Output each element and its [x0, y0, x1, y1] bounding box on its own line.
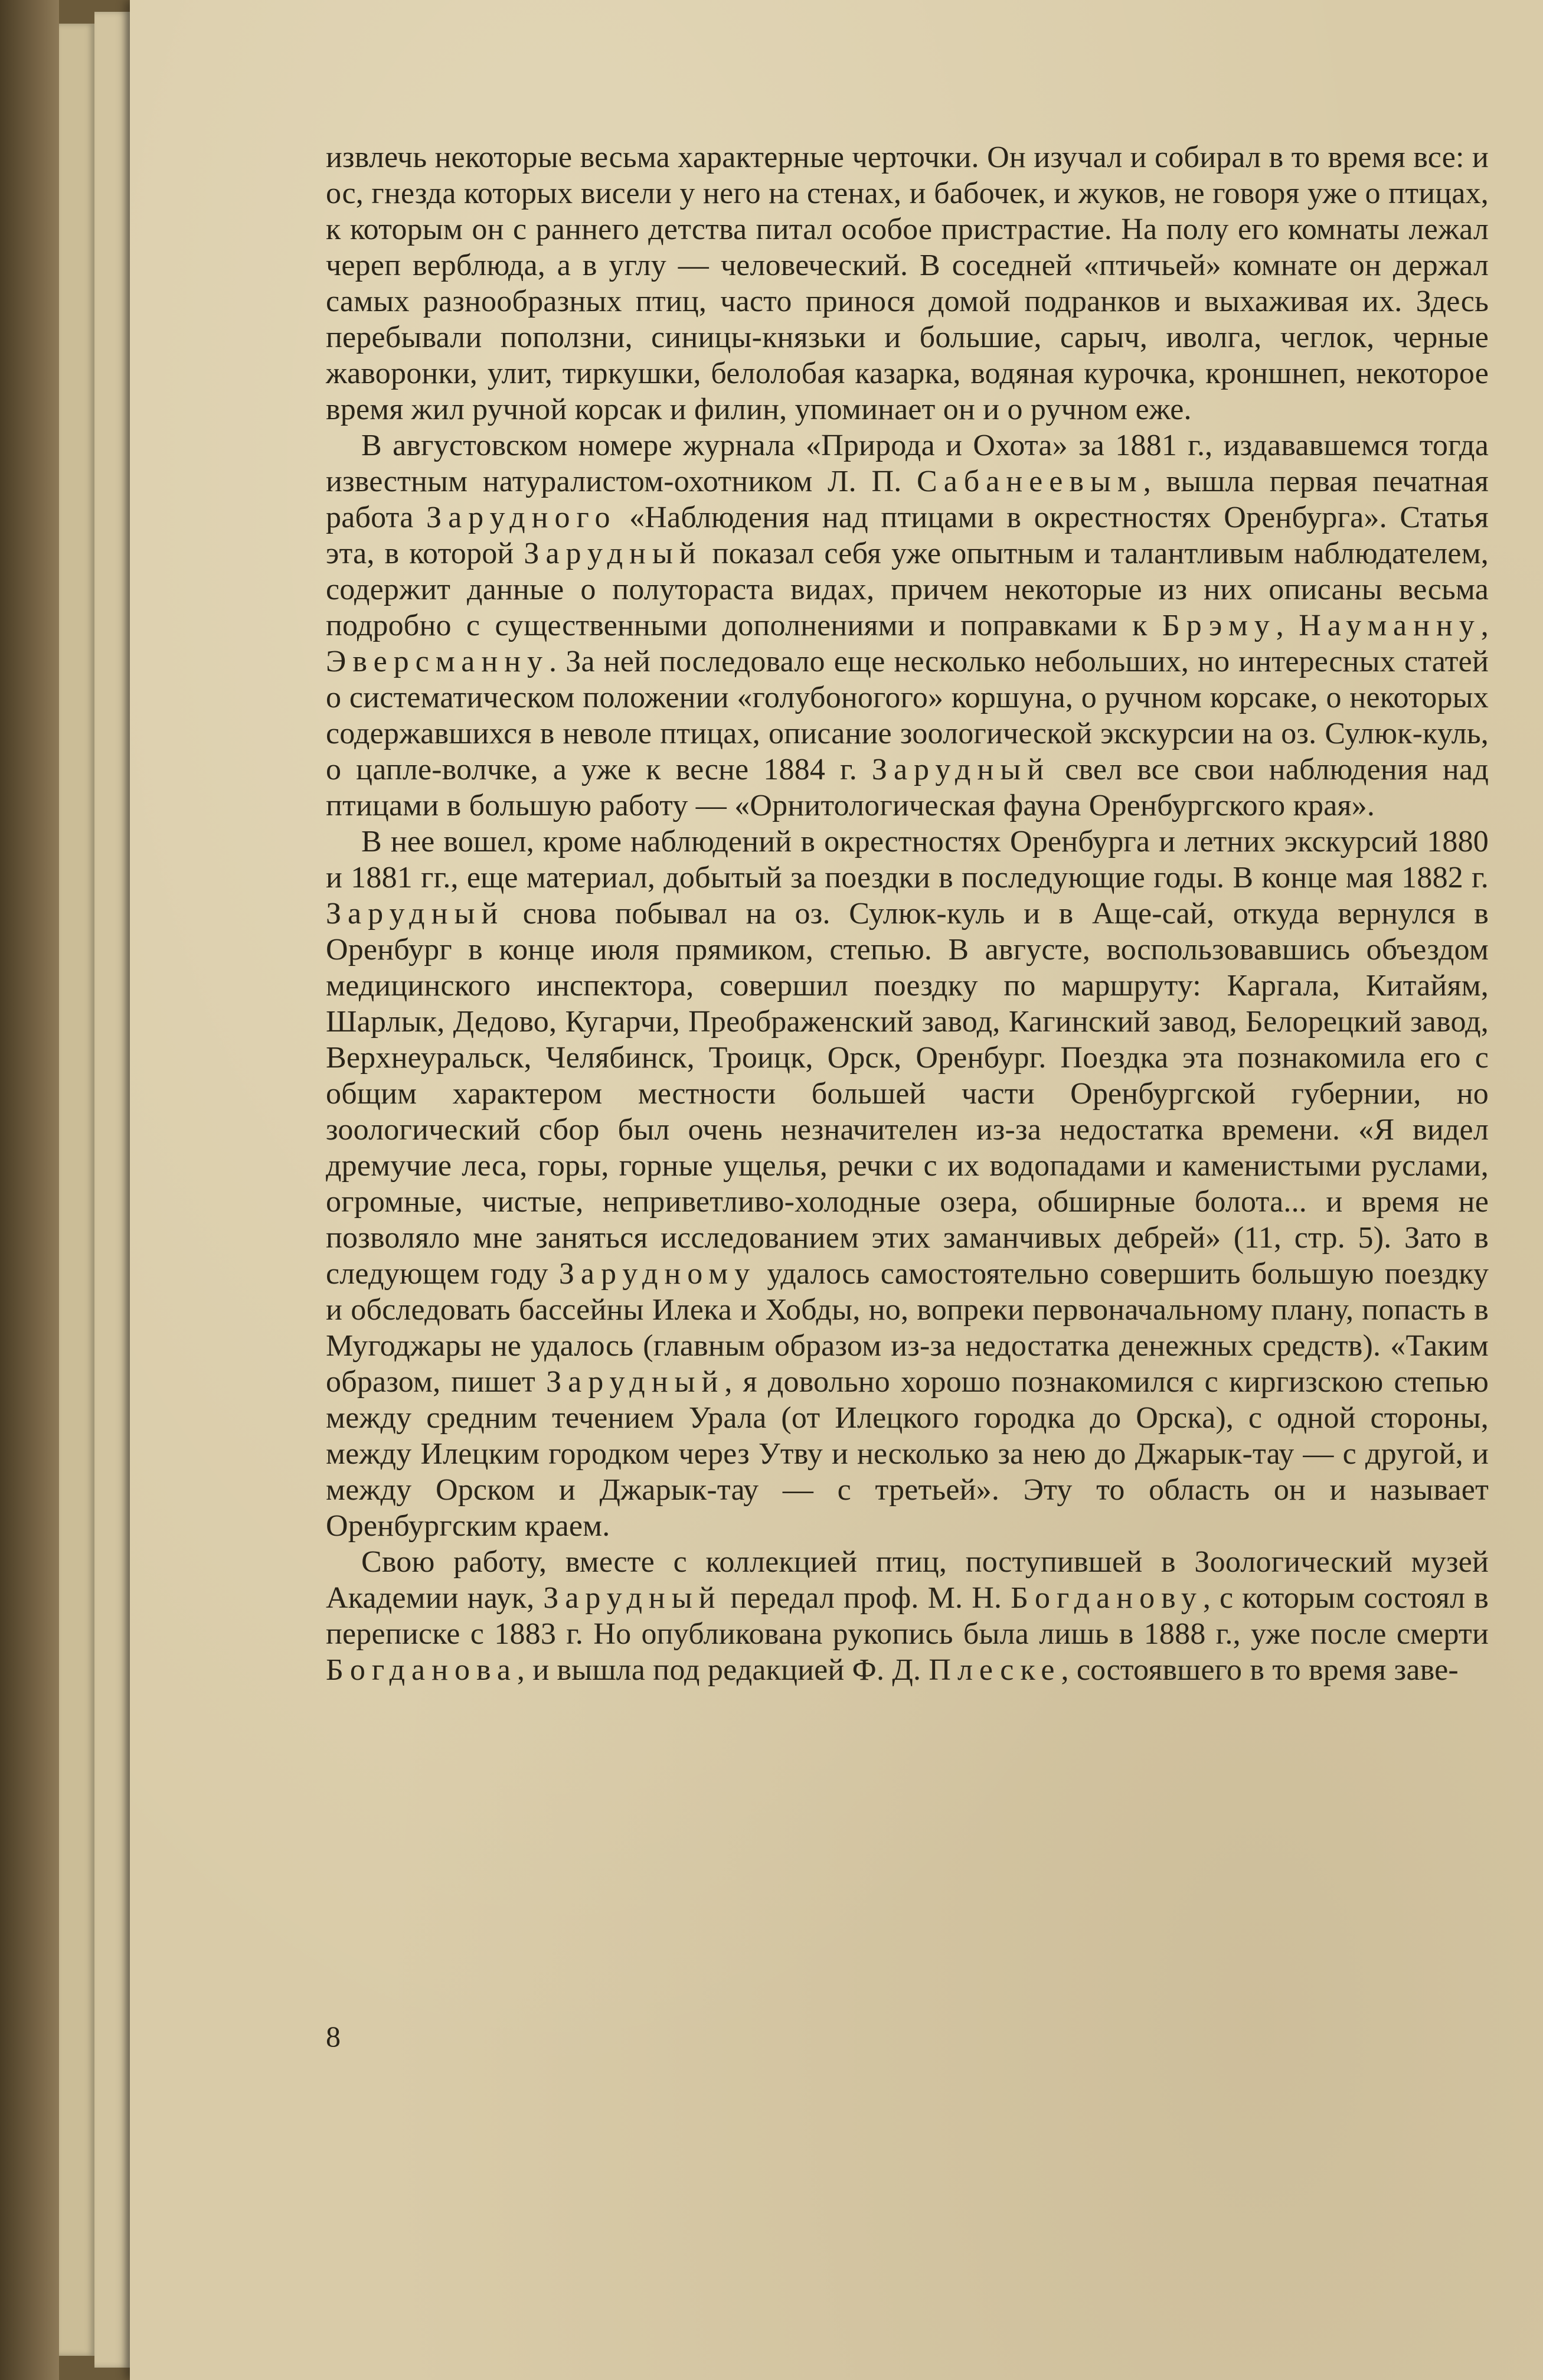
body-text — [326, 139, 1489, 1688]
text-run: снова побывал на оз. Сулюк-куль и в Аще-сай, откуда вернулся в Оренбург в конце июля прямиком, степью. В августе, воспользовавшись объездом медицинского инспектора, совершил поездку по маршруту: Каргала, Китайям, Шарлык, Дедово, Кугарчи, Преображенский завод, Кагинский завод, Белорецкий завод, Верхнеуральск, Челябинск, Троицк, Орск, Оренбург. Поездка эта познакомила его с общим характером местности большей части Оренбургской губернии, но зоологический сбор был очень незначителен из-за недостатка времени. «Я видел дремучие леса, горы, горные ущелья, речки с их водопадами и каменистыми руслами, огромные, чистые, неприветливо-холодные озера, обширные болота... и время не позволяло мне заняться исследованием этих заманчивых дебрей» (11, стр. 5). Зато в следующем году — [326, 897, 1489, 1291]
text-run: В августовском номере журнала «Природа и Охота» за 1881 г., издававшемся тогда известным натуралистом-охотником Л. П. — [326, 429, 1489, 498]
paragraph — [326, 1544, 1489, 1688]
text-run: Свою работу, вместе с коллекцией птиц, поступившей в Зоологический музей Академии наук, — [326, 1545, 1489, 1615]
page-number: 8 — [326, 2020, 341, 2053]
text-run: передал проф. М. Н. — [721, 1581, 1011, 1615]
spaced-name: Богданова — [326, 1653, 517, 1687]
spaced-name: Зарудный — [524, 537, 702, 570]
book-page — [130, 0, 1543, 2380]
spaced-name: Брэму — [1162, 609, 1276, 642]
text-run: извлечь некоторые весьма характерные черточки. Он изучал и собирал в то время все: и ос, гнезда которых висели у него на стенах, и бабочек, и жуков, не говоря уже о птицах, к которым он с раннего детства питал особое пристрастие. На полу его комнаты лежал череп верблюда, а в углу — человеческий. В соседней «птичьей» комнате он держал самых разнообразных птиц, часто принося домой подранков и выхаживая их. Здесь перебывали поползни, синицы-князьки и большие, сарыч, иволга, чеглок, черные жаворонки, улит, тиркушки, белолобая казарка, водяная курочка, кроншнеп, некоторое время жил ручной корсак и филин, упоминает он и о ручном еже. — [326, 141, 1489, 426]
page-edge-lower — [59, 24, 94, 2356]
text-run: , с которым состоял в переписке с 1883 г. Но опубликована рукопись была лишь в 1888 г., уже после смерти — [326, 1581, 1489, 1651]
spaced-name: Зарудный — [871, 753, 1051, 786]
text-run: В нее вошел, кроме наблюдений в окрестностях Оренбурга и летних экскурсий 1880 и 1881 гг., еще материал, добытый за поездки в последующие годы. В конце мая 1882 г. — [326, 825, 1489, 894]
spaced-name: Зарудный — [326, 897, 505, 931]
paragraph — [326, 139, 1489, 427]
spaced-name: Зарудному — [558, 1257, 757, 1291]
text-run: показал себя уже опытным и талантливым наблюдателем, содержит данные о полутораста видах, причем некоторые из них описаны весьма подробно с существенными дополнениями и поправками к — [326, 537, 1489, 642]
text-run: «Наблюдения над птицами в окрестностях Оренбурга». Статья эта, в которой — [326, 501, 1489, 570]
text-run: , вышла первая печатная работа — [326, 465, 1489, 534]
spaced-name: Богданову — [1011, 1581, 1203, 1615]
spaced-name: Зарудного — [426, 501, 617, 534]
spaced-name: Эверсманну — [326, 645, 550, 678]
paragraph — [326, 824, 1489, 1544]
text-run: , и вышла под редакцией Ф. Д. — [516, 1653, 929, 1687]
text-run: , — [1480, 609, 1489, 642]
text-run: свел все свои наблюдения над птицами в большую работу — «Орнитологическая фауна Оренбургского края». — [326, 753, 1489, 822]
spaced-name: Науманну — [1299, 609, 1481, 642]
spaced-name: Зарудный — [543, 1581, 722, 1615]
paragraph — [326, 427, 1489, 824]
text-run: , я довольно хорошо познакомился с киргизскою степью между средним течением Урала (от Илецкого городка до Орска), с одной стороны, между Илецким городком через Утву и несколько за нею до Джарык-тау — с другой, и между Орском и Джарык-тау — с третьей». Эту то область он и называет Оренбургским краем. — [326, 1365, 1489, 1543]
book-spine-shadow — [0, 0, 59, 2380]
text-run: удалось самостоятельно совершить большую поездку и обследовать бассейны Илека и Хобды, но, вопреки первоначальному плану, попасть в Мугоджары не удалось (главным образом из-за недостатка денежных средств). «Таким образом, пишет — [326, 1257, 1489, 1399]
spaced-name: Плеске — [929, 1653, 1061, 1687]
spaced-name: Сабанеевым — [917, 465, 1143, 498]
spaced-name: Зарудный — [546, 1365, 725, 1399]
text-run: , — [1276, 609, 1299, 642]
page-edge-upper — [94, 12, 130, 2368]
text-run: . За ней последовало еще несколько небольших, но интересных статей о систематическом положении «голубоногого» коршуна, о ручном корсаке, о некоторых содержавшихся в неволе птицах, описание зоологической экскурсии на оз. Сулюк-куль, о цапле-волчке, а уже к весне 1884 г. — [326, 645, 1489, 786]
text-run: , состоявшего в то время заве- — [1061, 1653, 1459, 1687]
